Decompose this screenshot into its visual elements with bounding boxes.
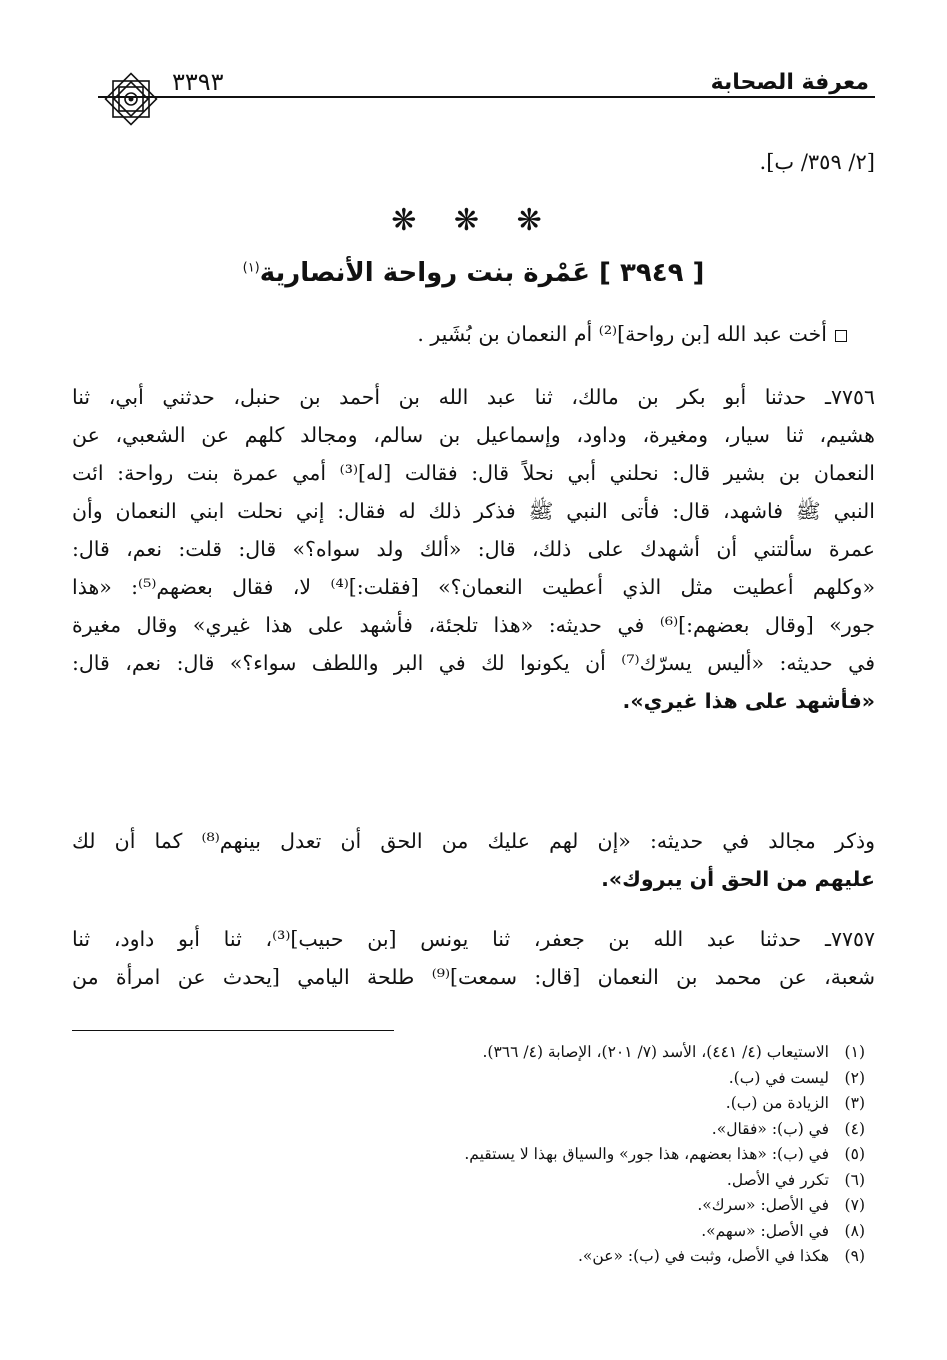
footnote-number: (٩) — [844, 1247, 865, 1265]
footnotes — [120, 1040, 865, 1270]
square-bullet-icon — [835, 330, 847, 342]
footnote-number: (٧) — [844, 1196, 865, 1214]
footnote-separator — [72, 1030, 394, 1031]
footnote-text: في الأصل: «سهم». — [701, 1221, 829, 1240]
text-line: جور» [وقال بعضهم:]⁽⁶⁾ في حديثه: «هذا تلجئة، فأشهد على هذا غيري» وقال مغيرة — [72, 613, 875, 637]
footnote — [120, 1117, 865, 1143]
entry-heading — [0, 258, 947, 288]
hadith-paragraph-7756 — [72, 378, 875, 720]
text-line: هشيم، ثنا سيار، ومغيرة، وداود، وإسماعيل بن سالم، ومجالد كلهم عن الشعبي، عن — [72, 423, 875, 447]
text-line: في حديثه: «أليس يسرّك⁽⁷⁾ أن يكونوا لك في البر واللطف سواء؟» قال: نعم، قال: — [72, 651, 875, 675]
reference-line: [٢/ ٣٥٩/ ب]. — [759, 150, 875, 174]
footnote-text: الزيادة من (ب). — [725, 1094, 829, 1112]
text-line: شعبة، عن محمد بن النعمان [قال: سمعت]⁽⁹⁾ طلحة اليامي [يحدث عن امرأة من — [72, 965, 875, 989]
footnote — [120, 1066, 865, 1092]
footnote-number: (٥) — [844, 1145, 865, 1163]
text-line: ٧٧٥٧ـ حدثنا عبد الله بن جعفر، ثنا يونس [بن حبيب]⁽³⁾، ثنا أبو داود، ثنا — [72, 927, 876, 951]
footnote-text: في (ب): «هذا بعضهم، هذا جور» والسياق بهذا لا يستقيم. — [464, 1145, 829, 1163]
text-line: عليهم من الحق أن يبروك». — [601, 867, 875, 891]
entry-heading-text: [ ٣٩٤٩ ] عَمْرة بنت رواحة الأنصارية — [259, 258, 705, 288]
footnote-text: في الأصل: «سرك». — [697, 1196, 829, 1214]
footnote-text: الاستيعاب (٤/ ٤٤١)، الأسد (٧/ ٢٠١)، الإصابة (٤/ ٣٦٦). — [482, 1043, 829, 1061]
footnote-number: (٣) — [844, 1094, 865, 1112]
text-line: عمرة سألتني أن أشهدك على ذلك، قال: «ألك ولد سواه؟» قال: قلت: نعم، قال: — [72, 537, 875, 561]
text-line: النبي ﷺ فاشهد، قال: فأتى النبي ﷺ فذكر ذلك له فقال: إني نحلت ابني النعمان وأن — [72, 499, 875, 523]
text-line: «فأشهد على هذا غيري». — [622, 689, 875, 713]
hadith-paragraph-7757 — [72, 920, 875, 996]
footnote-text: ليست في (ب). — [728, 1068, 829, 1087]
footnote — [120, 1244, 865, 1270]
entry-intro — [417, 322, 847, 346]
ornament-icon — [100, 68, 162, 130]
footnote-number: (٤) — [844, 1119, 865, 1138]
text-line: النعمان بن بشير قال: نحلني أبي نحلاً قال: فقالت [له]⁽³⁾ أمي عمرة بنت رواحة: ائت — [72, 461, 875, 485]
entry-intro-text: أخت عبد الله [بن رواحة]⁽²⁾ أم النعمان بن بُشَير . — [417, 322, 827, 346]
page-number: ٣٣٩٣ — [172, 68, 224, 96]
section-separator: ❋ ❋ ❋ — [391, 203, 556, 238]
text-line: ٧٧٥٦ـ حدثنا أبو بكر بن مالك، ثنا عبد الله بن أحمد بن حنبل، حدثني أبي، ثنا — [72, 385, 875, 409]
heading-footnote-marker: (١) — [242, 260, 260, 276]
footnote — [120, 1219, 865, 1245]
footnote-text: في (ب): «فقال». — [711, 1119, 829, 1138]
footnote — [120, 1091, 865, 1117]
book-title: معرفة الصحابة — [710, 70, 869, 95]
footnote-number: (٢) — [844, 1068, 865, 1087]
header-rule — [98, 96, 875, 98]
text-line: وذكر مجالد في حديثه: «إن لهم عليك من الحق أن تعدل بينهم⁽⁸⁾ كما أن لك — [72, 829, 875, 853]
footnote-number: (٨) — [844, 1221, 865, 1240]
mujalid-paragraph — [72, 822, 875, 898]
footnote — [120, 1040, 865, 1066]
text-line: «وكلهم أعطيت مثل الذي أعطيت النعمان؟» [فقلت:]⁽⁴⁾ لا، فقال بعضهم⁽⁵⁾: «هذا — [72, 575, 875, 599]
footnote — [120, 1142, 865, 1168]
footnote-text: هكذا في الأصل، وثبت في (ب): «عن». — [578, 1247, 829, 1265]
footnote-text: تكرر في الأصل. — [726, 1170, 829, 1189]
footnote — [120, 1193, 865, 1219]
footnote — [120, 1168, 865, 1194]
footnote-number: (١) — [844, 1043, 865, 1061]
footnote-number: (٦) — [844, 1170, 865, 1189]
